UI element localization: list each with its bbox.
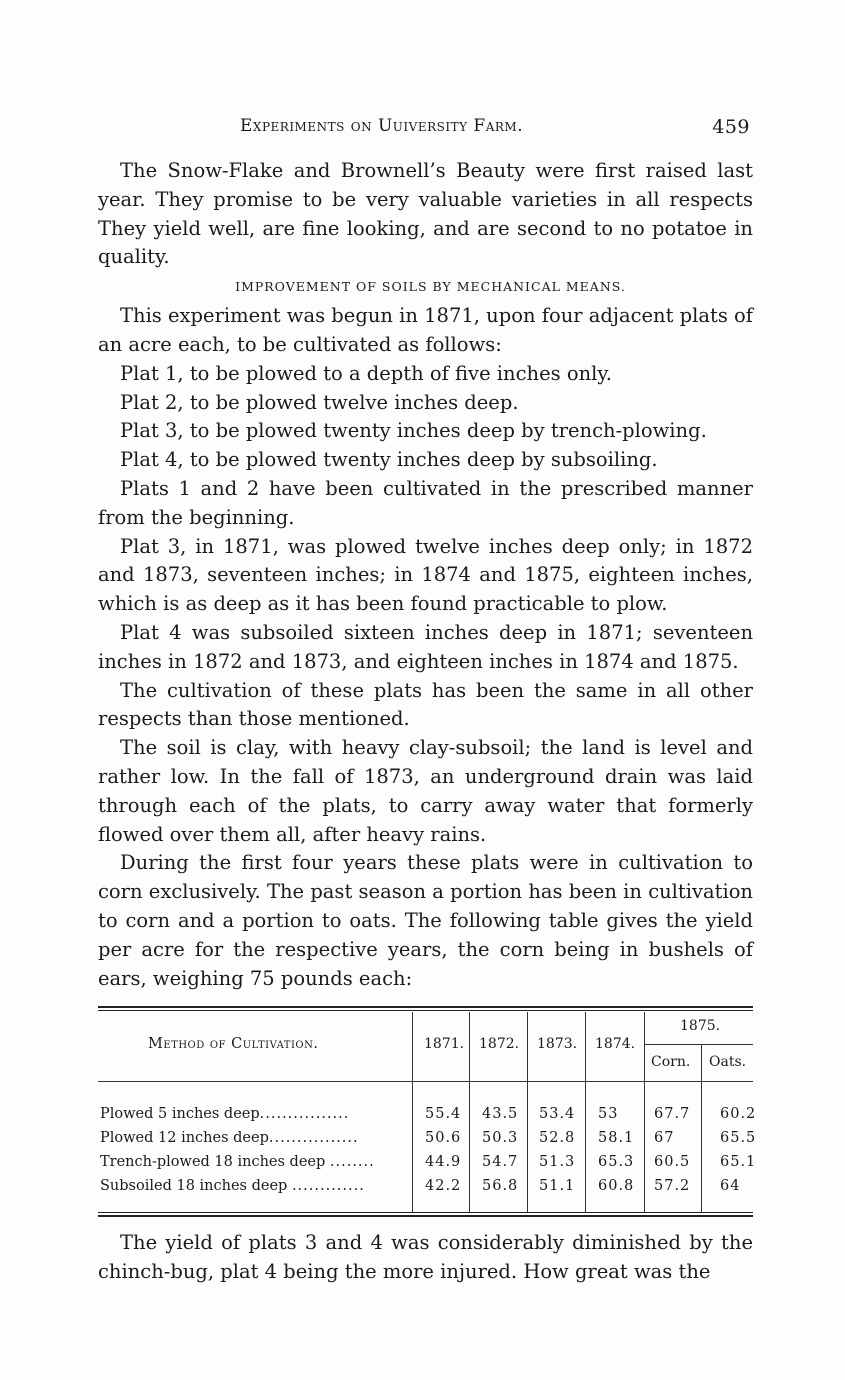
paragraph-plat-3: Plat 3, in 1871, was plowed twelve inches deep only; in 1872 and 1873, seventeen inches; in 1874 and 1875, eighteen inches, which is as deep as it has been found practicable to plow.: [98, 534, 753, 616]
method-label: Subsoiled 18 inches deep: [100, 1178, 288, 1194]
value-cell: 53: [598, 1106, 619, 1122]
plat-1-line: Plat 1, to be plowed to a depth of five inches only.: [120, 361, 612, 385]
value-cell: 65.3: [598, 1154, 635, 1170]
plat-3-line: Plat 3, to be plowed twenty inches deep by trench-plowing.: [120, 419, 707, 443]
subheader-corn: Corn.: [651, 1054, 691, 1070]
table-bottom-rule: [98, 1215, 753, 1217]
value-cell: 57.2: [654, 1178, 691, 1194]
yield-table: [98, 1006, 757, 1217]
leader-dots: ................: [259, 1106, 350, 1122]
year-header-1872: 1872.: [479, 1036, 520, 1052]
running-header: [100, 116, 750, 140]
paragraph-cultivation: The cultivation of these plats has been the same in all other respects than those mentioned.: [98, 678, 753, 731]
paragraph-table-intro: During the first four years these plats were in cultivation to corn exclusively. The past season a portion has been in cultivation to corn and a portion to oats. The following table gives the yield per acre for the respective years, the corn being in bushels of ears, weighing 75 pounds each:: [98, 851, 753, 990]
value-cell: 51.3: [539, 1154, 576, 1170]
col-divider: [701, 1044, 702, 1212]
value-cell: 54.7: [482, 1154, 519, 1170]
col-divider: [469, 1012, 470, 1212]
value-cell: 64: [720, 1178, 741, 1194]
table-top-rule: [98, 1006, 753, 1008]
value-cell: 60.5: [654, 1154, 691, 1170]
col-divider: [527, 1012, 528, 1212]
plat-4-line: Plat 4, to be plowed twenty inches deep by subsoiling.: [120, 448, 658, 472]
value-cell: 52.8: [539, 1130, 576, 1146]
paragraph-soil: The soil is clay, with heavy clay-subsoil; the land is level and rather low. In the fall of 1873, an underground drain was laid through each of the plats, to carry away water that formerly flowed over them all, after heavy rains.: [98, 736, 753, 846]
table-bottom-rule-inner: [98, 1212, 753, 1213]
value-cell: 67: [654, 1130, 675, 1146]
value-cell: 58.1: [598, 1130, 635, 1146]
body-text-bottom: [98, 1229, 753, 1287]
col-divider: [585, 1012, 586, 1212]
value-cell: 44.9: [425, 1154, 462, 1170]
value-cell: 43.5: [482, 1106, 519, 1122]
leader-dots: ........: [329, 1154, 375, 1170]
value-cell: 50.6: [425, 1130, 462, 1146]
value-cell: 60.2: [720, 1106, 757, 1122]
value-cell: 60.8: [598, 1178, 635, 1194]
year-header-1874: 1874.: [595, 1036, 636, 1052]
row-method: [100, 1154, 375, 1170]
plat-2-line: Plat 2, to be plowed twelve inches deep.: [120, 390, 519, 414]
value-cell: 56.8: [482, 1178, 519, 1194]
value-cell: 65.5: [720, 1130, 757, 1146]
method-label: Trench-plowed 18 inches deep: [100, 1154, 326, 1170]
subheader-rule: [644, 1044, 753, 1045]
value-cell: 55.4: [425, 1106, 462, 1122]
paragraph-chinch-bug: The yield of plats 3 and 4 was considerably diminished by the chinch-bug, plat 4 being the more injured. How great was the: [98, 1231, 753, 1283]
paragraph-plats-1-2: Plats 1 and 2 have been cultivated in the prescribed manner from the beginning.: [98, 476, 753, 529]
method-label: Plowed 5 inches deep: [100, 1106, 260, 1122]
page-number: 459: [712, 116, 750, 138]
value-cell: 42.2: [425, 1178, 462, 1194]
method-label: Plowed 12 inches deep: [100, 1130, 269, 1146]
row-method: [100, 1106, 349, 1122]
method-header: Method of Cultivation.: [148, 1036, 319, 1052]
running-title: Experiments on Uuiversity Farm.: [240, 116, 524, 136]
paragraph-intro: This experiment was begun in 1871, upon four adjacent plats of an acre each, to be cultivated as follows:: [98, 304, 753, 356]
section-heading: IMPROVEMENT OF SOILS BY MECHANICAL MEANS.: [235, 279, 626, 295]
value-cell: 53.4: [539, 1106, 576, 1122]
value-cell: 67.7: [654, 1106, 691, 1122]
body-text-top: [98, 157, 753, 993]
paragraph-potatoes: The Snow-Flake and Brownell’s Beauty were first raised last year. They promise to be very valuable varieties in all respects They yield well, are fine looking, and are second to no potatoe in quality.: [98, 159, 753, 269]
leader-dots: ................: [268, 1130, 359, 1146]
value-cell: 65.1: [720, 1154, 757, 1170]
value-cell: 51.1: [539, 1178, 576, 1194]
table-top-rule-inner: [98, 1010, 753, 1011]
year-header-1871: 1871.: [424, 1036, 465, 1052]
year-header-1875: 1875.: [680, 1018, 721, 1034]
paragraph-plat-4: Plat 4 was subsoiled sixteen inches deep in 1871; seventeen inches in 1872 and 1873, and eighteen inches in 1874 and 1875.: [98, 620, 753, 673]
leader-dots: .............: [291, 1178, 365, 1194]
value-cell: 50.3: [482, 1130, 519, 1146]
subheader-oats: Oats.: [709, 1054, 747, 1070]
header-bottom-rule: [98, 1081, 753, 1082]
col-divider: [412, 1012, 413, 1212]
row-method: [100, 1130, 359, 1146]
col-divider: [644, 1012, 645, 1212]
row-method: [100, 1178, 365, 1194]
year-header-1873: 1873.: [537, 1036, 578, 1052]
